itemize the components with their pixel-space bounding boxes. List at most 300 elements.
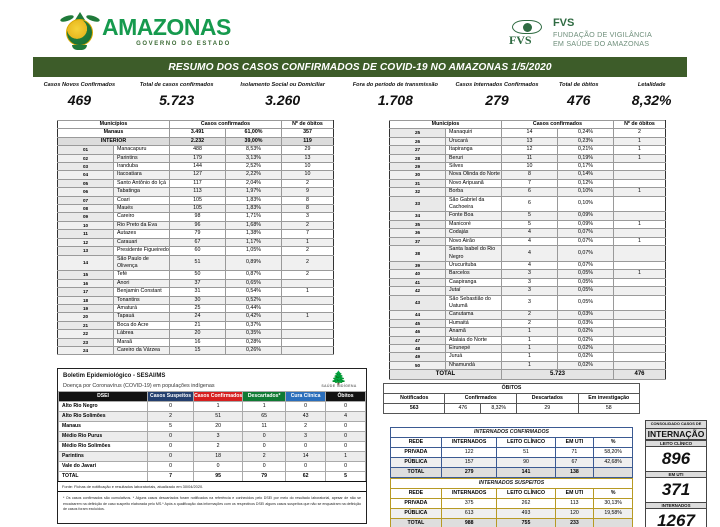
row-cases: 12 [502,146,558,154]
row-cases: 30 [170,296,226,304]
row-confirmados: 1 [194,402,243,412]
table-row [390,196,666,212]
internados-suspeitos-table [390,478,633,527]
table-row [58,338,334,346]
row-index: 18 [58,296,114,304]
row-deaths: 2 [614,129,666,137]
row-deaths [282,346,334,354]
row-deaths: 2 [282,179,334,187]
row-cases: 1 [502,336,558,344]
header-municipios: Municípios [58,121,170,129]
consolidado-uti-value: 371 [661,479,691,499]
row-deaths [614,163,666,171]
consolidado-uti-label: EM UTI [646,471,706,478]
row-index: 12 [58,238,114,246]
row-municipio: Canutama [446,311,502,319]
row-pct: 2,22% [226,171,282,179]
row-deaths [614,311,666,319]
row-cases: 24 [170,313,226,321]
row-rede: PÚBLICA [391,509,442,519]
table-row [390,270,666,278]
table-row [390,361,666,369]
total-row [391,519,633,527]
row-pct: 3,13% [226,154,282,162]
row-deaths [614,328,666,336]
row-dsei: Parintins [59,452,148,462]
row-leito: 262 [497,499,555,509]
obitos-table [383,383,640,414]
kpi-value: 8,32% [631,91,672,108]
row-pct: 0,65% [226,279,282,287]
boletim-note: * Os casos confirmados são cumulativos. * Alguns casos descartados foram notificados na referência e conhecidos pelo DSEI por meio do resultado laboratorial, apesar de não se encaixarem na definição de caso suspeito elaborada pelo MS.* Após a qualificação das informações com os respectivos DSEI alguns casos suspeitos que não se enquadram na definição de casos foram excluídos. [63,496,361,512]
row-index: 21 [58,321,114,329]
total-row [59,472,366,482]
header-descartados: Descartados [517,394,578,404]
table-row [391,458,633,468]
row-dsei: Alto Rio Negro [59,402,148,412]
table-row [390,212,666,220]
header-confirmados: Confirmados [445,394,517,404]
row-obitos: 0 [326,432,366,442]
table-row [390,179,666,187]
value-confirmados: 476 [445,404,481,414]
total-descartados: 79 [243,472,286,482]
row-descartados: 65 [243,412,286,422]
header-leito-clinico: LEITO CLÍNICO [497,438,555,448]
header-pct: % [594,489,633,499]
row-cases: 2 [502,319,558,327]
row-rede: PÚBLICA [391,458,442,468]
row-municipio: Nhamundá [446,361,502,369]
row-municipio: Anamã [446,328,502,336]
row-pct: 0,05% [558,278,614,286]
row-pct: 0,37% [226,321,282,329]
kpi-label: Total de óbitos [558,82,599,88]
row-descartados: 2 [243,452,286,462]
panel-title-row [384,384,640,394]
row-index: 44 [390,311,446,319]
row-municipio: Codajás [446,229,502,237]
row-index: 50 [390,361,446,369]
row-cases: 105 [170,205,226,213]
row-cases: 2 [502,311,558,319]
row-cura: 0 [286,402,326,412]
row-pct: 0,03% [558,311,614,319]
row-obitos: 0 [326,442,366,452]
row-municipio: Benjamin Constant [114,288,170,296]
table-row [58,188,334,196]
panel-title-row [391,479,633,489]
row-cases: 4 [502,261,558,269]
row-leito: 90 [497,458,555,468]
row-deaths [282,338,334,346]
fvs-name-line1: FUNDAÇÃO DE VIGILÂNCIA [552,29,652,39]
row-index: 16 [58,279,114,287]
kpi-label: Total de casos confirmados [139,82,214,88]
table-row [390,220,666,228]
table-row [58,146,334,154]
row-suspeitos: 0 [148,402,194,412]
row-municipio: Amaturá [114,304,170,312]
row-index: 19 [58,304,114,312]
row-pct: 1,83% [226,205,282,213]
row-deaths: 8 [282,196,334,204]
list-item [59,432,366,442]
table-header-row [391,438,633,448]
row-dsei: Manaus [59,422,148,432]
row-deaths: 10 [282,163,334,171]
row-internados: 375 [441,499,497,509]
row-cases: 3 [502,287,558,295]
row-municipio: Manicoré [446,220,502,228]
row-pct: 1,83% [226,196,282,204]
row-index: 03 [58,163,114,171]
row-pct: 0,17% [558,163,614,171]
table-header-row [391,489,633,499]
table-row [390,344,666,352]
summary-row-interior [58,137,334,145]
row-municipio: Careiro [114,213,170,221]
row-deaths: 10 [282,171,334,179]
summary-cases: 3.491 [170,129,226,137]
table-row [58,171,334,179]
row-municipio: Tapauá [114,313,170,321]
row-cases: 3 [502,270,558,278]
row-cases: 5 [502,212,558,220]
row-pct: 8,53% [226,146,282,154]
table-row [58,230,334,238]
row-internados: 157 [441,458,497,468]
consolidado-caption2: INTERNAÇÃO [647,428,705,439]
table-row [58,247,334,255]
total-pct [594,468,633,478]
table-row [390,146,666,154]
row-deaths: 2 [282,221,334,229]
row-suspeitos: 0 [148,452,194,462]
row-municipio: São Gabriel da Cachoeira [446,196,502,212]
row-index: 20 [58,313,114,321]
boletim-table [58,391,366,482]
row-descartados: 11 [243,422,286,432]
row-deaths [614,229,666,237]
row-cases: 6 [502,196,558,212]
row-pct: 1,97% [226,188,282,196]
kpi-internados-confirmados [453,82,541,116]
row-municipio: Juruá [446,353,502,361]
row-suspeitos: 5 [148,422,194,432]
list-item [59,422,366,432]
kpi-total-casos [126,82,228,116]
row-dsei: Médio Rio Solimões [59,442,148,452]
row-municipio: Barcelos [446,270,502,278]
row-index: 46 [390,328,446,336]
table-row [58,221,334,229]
table-row [390,246,666,262]
total-obitos: 5 [326,472,366,482]
row-municipio: Nova Olinda do Norte [446,171,502,179]
table-row [58,213,334,221]
table-row [390,171,666,179]
row-municipio: Tonantins [114,296,170,304]
table-row [58,205,334,213]
row-cases: 20 [170,330,226,338]
table-row [390,319,666,327]
header-internados: INTERNADOS [441,438,497,448]
row-pct: 1,17% [226,238,282,246]
row-cases: 16 [170,338,226,346]
municipios-table-left [57,120,334,355]
summary-deaths: 119 [282,137,334,145]
total-leito: 755 [497,519,555,527]
row-pct: 0,05% [558,287,614,295]
row-municipio: Silves [446,163,502,171]
kpi-label: Isolamento Social ou Domiciliar [240,82,325,88]
list-item [59,452,366,462]
header-casos-confirmados: Casos Confirmados [194,392,243,402]
row-cases: 1 [502,361,558,369]
row-index: 35 [390,220,446,228]
row-suspeitos: 0 [148,462,194,472]
row-deaths [614,336,666,344]
row-index: 08 [58,205,114,213]
row-pct: 0,07% [558,261,614,269]
row-municipio: Humaitá [446,319,502,327]
fvs-acronym: FVS [552,17,575,30]
row-cases: 4 [502,237,558,245]
row-deaths: 1 [614,237,666,245]
row-cases: 50 [170,271,226,279]
row-pct: 1,68% [226,221,282,229]
row-municipio: Tefé [114,271,170,279]
table-row [390,336,666,344]
row-municipio: Autazes [114,230,170,238]
row-cases: 25 [170,304,226,312]
row-pct: 0,10% [558,188,614,196]
row-pct: 0,35% [226,330,282,338]
total-label: TOTAL [59,472,148,482]
row-cases: 31 [170,288,226,296]
table-row [58,196,334,204]
row-index: 45 [390,319,446,327]
row-deaths [614,361,666,369]
row-municipio: Parintins [114,154,170,162]
header-internados: INTERNADOS [441,489,497,499]
row-pct: 0,09% [558,212,614,220]
row-index: 02 [58,154,114,162]
table-row [384,404,640,414]
table-row [391,509,633,519]
obitos-title: ÓBITOS [384,384,640,394]
row-rede: PRIVADA [391,499,442,509]
row-descartados: 0 [243,432,286,442]
row-municipio: Borba [446,188,502,196]
row-index: 23 [58,338,114,346]
total-label: TOTAL [391,468,442,478]
row-cases: 1 [502,328,558,336]
total-uti: 233 [555,519,594,527]
row-municipio: Itapiranga [446,146,502,154]
table-row [390,237,666,245]
table-row [390,295,666,311]
row-deaths [282,321,334,329]
row-leito: 493 [497,509,555,519]
row-index: 37 [390,237,446,245]
row-deaths [614,319,666,327]
obitos-panel [383,383,640,414]
row-leito: 51 [497,448,555,458]
row-deaths: 9 [282,188,334,196]
row-deaths [282,296,334,304]
total-row [391,468,633,478]
row-municipio: Careiro da Várzea [114,346,170,354]
boletim-fonte: Fonte: Fichas de notificação e resultados laboratoriais, atualizado em 30/04/2020. [58,482,366,492]
header-em-uti: EM UTI [555,489,594,499]
row-pct: 0,07% [558,237,614,245]
kpi-total-obitos [541,82,616,116]
row-municipio: Novo Airão [446,237,502,245]
table-row [390,129,666,137]
row-deaths [614,261,666,269]
table-row [390,328,666,336]
total-label: TOTAL [391,519,442,527]
boletim-subtitle: Doença por Coronavírus (COVID-19) em populações indígenas [63,383,215,389]
total-internados: 279 [441,468,497,478]
row-municipio: Santa Isabel do Rio Negro [446,246,502,262]
row-municipio: Manacapuru [114,146,170,154]
row-deaths [614,179,666,187]
row-index: 26 [390,137,446,145]
row-suspeitos: 0 [148,432,194,442]
row-pct: 0,07% [558,246,614,262]
table-row [390,287,666,295]
row-pct: 42,68% [594,458,633,468]
row-pct: 0,09% [558,220,614,228]
row-cases: 179 [170,154,226,162]
row-municipio: Atalaia do Norte [446,336,502,344]
row-municipio: Maraã [114,338,170,346]
row-deaths: 2 [282,255,334,271]
table-row [391,499,633,509]
header-obitos: Nº de óbitos [614,121,666,129]
internados-suspeitos-title: INTERNADOS SUSPEITOS [391,479,633,489]
internados-confirmados-panel [390,427,633,478]
row-cases: 15 [170,346,226,354]
row-deaths [614,344,666,352]
row-cases: 127 [170,171,226,179]
internados-suspeitos-panel [390,478,633,527]
value-letalidade: 8,32% [481,404,517,414]
list-item [59,442,366,452]
row-pct: 0,42% [226,313,282,321]
row-deaths: 1 [614,137,666,145]
row-cases: 144 [170,163,226,171]
row-cases: 3 [502,278,558,286]
row-cura: 3 [286,432,326,442]
row-cases: 113 [170,188,226,196]
row-pct: 0,14% [558,171,614,179]
list-item [59,412,366,422]
row-pct: 0,02% [558,361,614,369]
row-municipio: Coari [114,196,170,204]
row-deaths [614,196,666,212]
row-pct: 0,52% [226,296,282,304]
row-deaths [614,212,666,220]
value-descartados: 29 [517,404,578,414]
total-row [390,370,666,380]
row-dsei: Médio Rio Purus [59,432,148,442]
kpi-isolamento [227,82,337,116]
row-suspeitos: 2 [148,412,194,422]
kpi-letalidade [616,82,687,116]
amazonas-logo [63,12,231,50]
summary-cases: 2.232 [170,137,226,145]
row-deaths [282,304,334,312]
row-index: 06 [58,188,114,196]
row-municipio: Urucará [446,137,502,145]
row-pct: 0,10% [558,196,614,212]
consolidado-leito-value: 896 [661,448,691,468]
row-pct: 0,05% [558,295,614,311]
row-index: 22 [58,330,114,338]
consolidado-internados-label: INTERNADOS [646,502,706,509]
row-municipio: São Sebastião do Uatumã [446,295,502,311]
header-casos: Casos confirmados [502,121,614,129]
row-index: 43 [390,295,446,311]
row-pct: 0,89% [226,255,282,271]
table-row [58,296,334,304]
row-index: 05 [58,179,114,187]
header-casos-suspeitos: Casos Suspeitos [148,392,194,402]
row-municipio: Carauari [114,238,170,246]
row-deaths [614,278,666,286]
row-index: 32 [390,188,446,196]
row-index: 42 [390,287,446,295]
row-deaths [282,279,334,287]
row-descartados: 0 [243,442,286,452]
summary-pct: 61,00% [226,129,282,137]
row-municipio: Lábrea [114,330,170,338]
row-uti: 67 [555,458,594,468]
row-pct: 0,23% [558,137,614,145]
total-cases: 5.723 [502,370,614,380]
table-row [58,271,334,279]
row-internados: 613 [441,509,497,519]
total-pct [594,519,633,527]
total-cura: 62 [286,472,326,482]
row-pct: 0,12% [558,179,614,187]
row-deaths: 29 [282,146,334,154]
row-pct: 58,20% [594,448,633,458]
internados-confirmados-title: INTERNADOS CONFIRMADOS [391,428,633,438]
table-row [391,448,633,458]
table-row [390,311,666,319]
row-cura: 43 [286,412,326,422]
consolidado-leito-label: LEITO CLÍNICO [646,440,706,447]
row-municipio: São Paulo de Olivença [114,255,170,271]
table-row [58,304,334,312]
table-row [58,279,334,287]
row-pct: 0,87% [226,271,282,279]
row-cura: 2 [286,422,326,432]
row-confirmados: 18 [194,452,243,462]
row-deaths [614,171,666,179]
row-index: 14 [58,255,114,271]
table-row [390,278,666,286]
row-deaths [614,246,666,262]
row-confirmados: 2 [194,442,243,452]
row-deaths: 1 [614,188,666,196]
row-pct: 0,05% [558,270,614,278]
